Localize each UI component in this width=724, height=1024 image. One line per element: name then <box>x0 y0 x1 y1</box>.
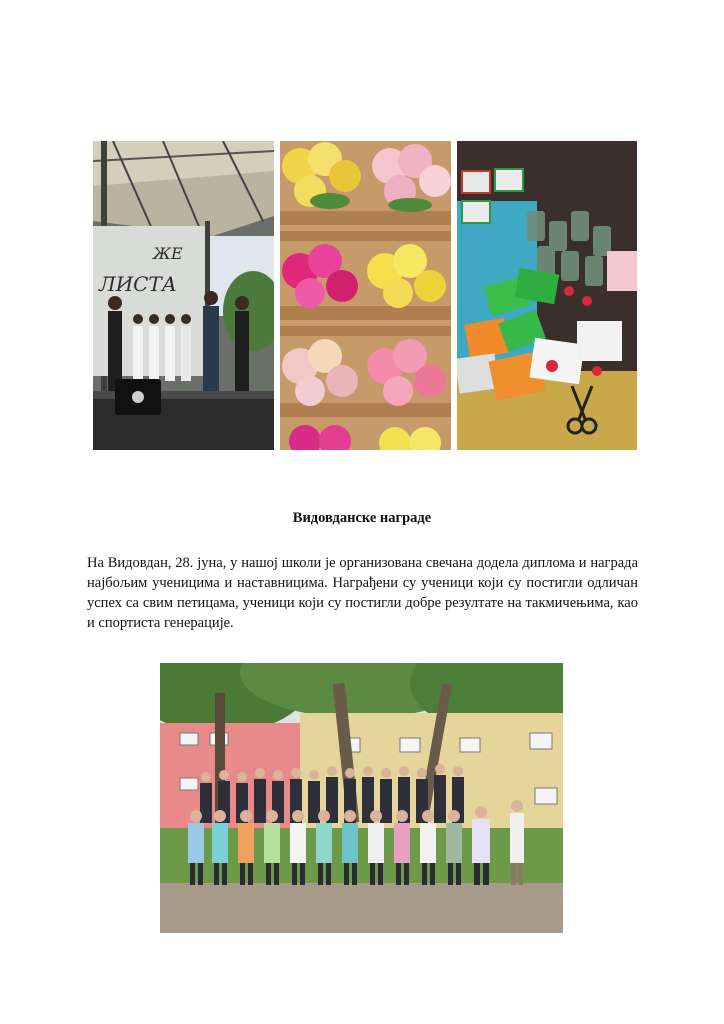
flower-crates-photo <box>280 141 451 450</box>
banner-text-top: ЖЕ <box>153 244 183 263</box>
stage-performance-photo <box>93 141 274 450</box>
crafts-table-photo <box>457 141 637 450</box>
article-title: Видовданске награде <box>292 510 432 526</box>
banner-text: ЛИСТА <box>99 272 177 296</box>
group-photo <box>160 663 563 933</box>
article-body: На Видовдан, 28. јуна, у нашој школи је организована свечана додела диплома и награда најбољим ученицима и наставницима. Награђени су ученици који су постигли одличан успех са свим петицама, ученици који су постигли добре резултате на такмичењима, као и спортиста генерације. <box>87 555 638 631</box>
